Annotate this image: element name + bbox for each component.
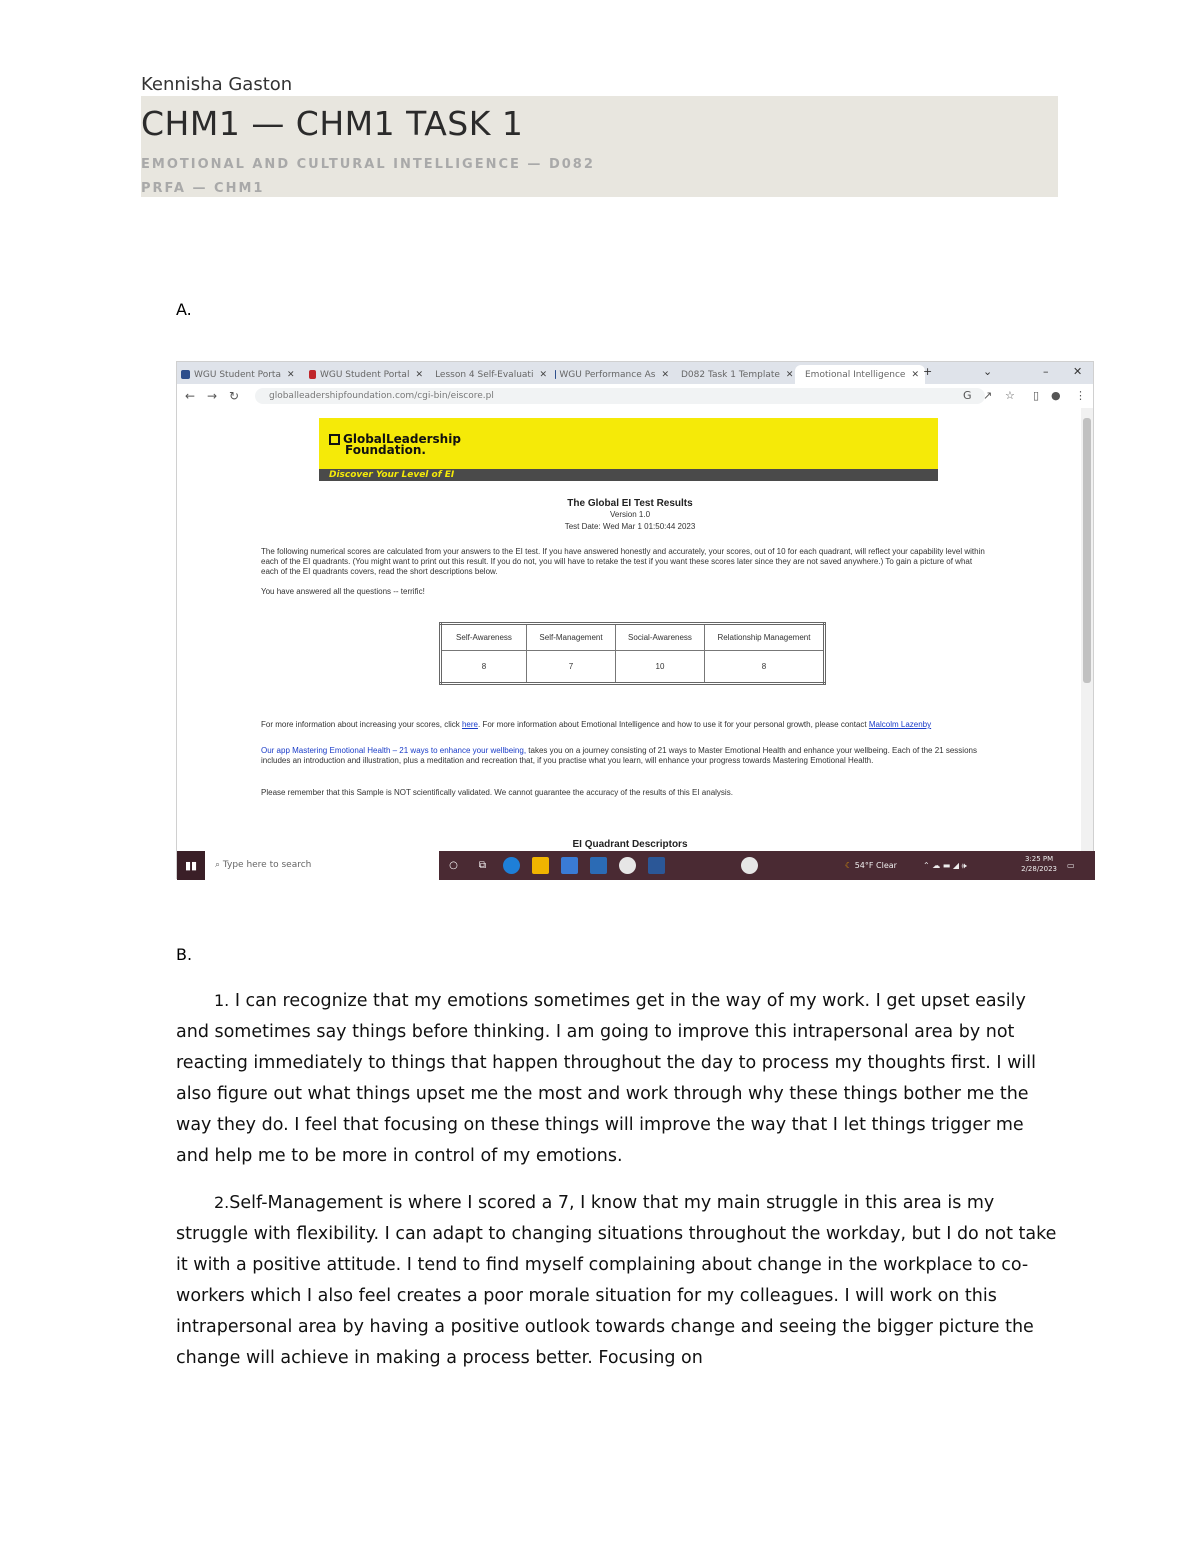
file-explorer-icon[interactable] <box>532 857 549 874</box>
score-table <box>439 622 826 685</box>
app-description: takes you on a journey consisting of 21 ways to Master Emotional Health and enhance your wellbeing. Each of the 21 sessions includes an introduction and illustration, plus a meditation and recreation that, if you practise what you learn, will enhance your progress towards Mastering Emotional Health. <box>261 746 977 765</box>
section-b-label: B. <box>176 945 193 964</box>
document-header <box>141 96 1058 197</box>
close-icon[interactable]: ✕ <box>785 369 794 380</box>
paragraph-text: Self-Management is where I scored a 7, I know that my main struggle in this area is my struggle with flexibility. I can adapt to changing situations throughout the workday, but I do not take it with a positive attitude. I tend to find myself complaining about change in the workplace to co-workers which I also feel creates a poor morale situation for my colleagues. I will work on this intrapersonal area by having a positive outlook towards change and seeing the bigger picture the change will achieve in making a process better. Focusing on <box>176 1193 1057 1368</box>
logo-line1: GlobalLeadership <box>343 432 461 446</box>
task-view-icon[interactable]: ⧉ <box>478 860 487 871</box>
disclaimer: Please remember that this Sample is NOT scientifically validated. We cannot guarantee the accuracy of the results of this EI analysis. <box>261 788 733 797</box>
word-icon[interactable] <box>648 857 665 874</box>
score-value: 8 <box>441 651 527 684</box>
score-value: 7 <box>527 651 616 684</box>
chrome-profile-icon[interactable] <box>741 857 758 874</box>
quadrant-descriptors-title: EI Quadrant Descriptors <box>572 839 688 850</box>
bookmark-star-icon[interactable]: ☆ <box>1005 389 1015 402</box>
forward-icon[interactable]: → <box>207 389 218 403</box>
taskbar-clock[interactable] <box>1021 854 1057 874</box>
author-name: Kennisha Gaston <box>141 74 293 95</box>
clock-date: 2/28/2023 <box>1021 865 1057 873</box>
taskbar-search-input[interactable] <box>205 851 439 880</box>
browser-tab-bar <box>177 362 1093 384</box>
more-info-paragraph <box>261 720 986 730</box>
logo-square-icon <box>329 434 340 445</box>
tab-favicon-icon <box>309 370 316 379</box>
more-info-text-2: . For more information about Emotional Intelligence and how to use it for your personal growth, please contact <box>477 720 869 729</box>
sidepanel-icon[interactable]: ▯ <box>1033 389 1040 402</box>
scrollbar-thumb[interactable] <box>1083 418 1091 683</box>
results-intro: The following numerical scores are calculated from your answers to the EI test. If you have answered honestly and accurately, your scores, out of 10 for each quadrant, will reflect your capability level within each of the EI quadrants. (You might want to print out this result. If you do not, you will have to retake the test if you want these scores later since they are not saved anywhere.) To gain a picture of what each of the EI quadrants covers, read the short descriptions below. <box>261 547 985 576</box>
notifications-icon[interactable]: ▭ <box>1067 861 1075 870</box>
store-icon[interactable] <box>561 857 578 874</box>
tab-label: WGU Performance As <box>559 369 656 380</box>
results-title: The Global EI Test Results <box>567 498 693 509</box>
paragraph-number: 1. <box>214 991 230 1010</box>
results-test-date: Test Date: Wed Mar 1 01:50:44 2023 <box>564 522 696 531</box>
glf-logo <box>329 434 461 456</box>
tab-label: D082 Task 1 Template <box>681 369 780 380</box>
edge-icon[interactable] <box>503 857 520 874</box>
app-paragraph <box>261 746 986 766</box>
taskbar-apps <box>439 851 764 880</box>
score-header: Relationship Management <box>705 624 825 651</box>
system-tray-icons[interactable]: ⌃ ☁ ▬ ◢ 🕪 <box>923 861 967 870</box>
window-close-icon[interactable]: ✕ <box>1073 365 1083 378</box>
windows-start-icon[interactable]: ▮▮ <box>177 851 205 880</box>
close-icon[interactable]: ✕ <box>286 369 295 380</box>
back-icon[interactable]: ← <box>185 389 196 403</box>
document-title: CHM1 — CHM1 TASK 1 <box>141 104 524 143</box>
browser-tab-active[interactable] <box>795 365 925 384</box>
glf-banner <box>319 418 938 469</box>
close-icon[interactable]: ✕ <box>415 369 423 380</box>
reload-icon[interactable]: ↻ <box>229 389 240 403</box>
close-icon[interactable]: ✕ <box>661 369 669 380</box>
paragraph-number: 2. <box>214 1193 230 1212</box>
embedded-screenshot <box>176 361 1094 879</box>
banner-tagline-strip <box>319 469 938 481</box>
more-info-text: For more information about increasing your scores, click <box>261 720 462 729</box>
cortana-icon[interactable]: ○ <box>449 860 458 871</box>
weather-widget[interactable] <box>845 851 897 880</box>
tab-label: Lesson 4 Self-Evaluati <box>435 369 534 380</box>
browser-tab[interactable] <box>181 365 299 384</box>
windows-taskbar <box>177 851 1095 880</box>
score-header: Social-Awareness <box>616 624 705 651</box>
web-page <box>177 408 1083 851</box>
browser-tab[interactable] <box>309 365 423 384</box>
task-code: PRFA — CHM1 <box>141 181 265 196</box>
weather-text: 54°F Clear <box>854 861 897 870</box>
score-value: 10 <box>616 651 705 684</box>
section-a-label: A. <box>176 300 192 319</box>
tab-label: WGU Student Porta <box>194 369 281 380</box>
logo-line2: Foundation. <box>345 443 426 457</box>
minimize-icon[interactable]: – <box>1043 365 1049 378</box>
close-icon[interactable]: ✕ <box>911 369 919 380</box>
score-value: 8 <box>705 651 825 684</box>
taskbar-search-placeholder: Type here to search <box>222 860 312 870</box>
search-icon: ⌕ <box>215 860 223 870</box>
close-icon[interactable]: ✕ <box>539 369 547 380</box>
answered-message: You have answered all the questions -- terrific! <box>261 587 425 596</box>
answer-paragraph-2 <box>176 1187 1061 1374</box>
contact-link[interactable]: Malcolm Lazenby <box>868 720 932 729</box>
menu-icon[interactable]: ⋮ <box>1075 389 1086 402</box>
results-version: Version 1.0 <box>609 510 651 519</box>
new-tab-icon[interactable]: + <box>923 365 933 378</box>
moon-icon: ☾ <box>845 861 855 870</box>
chrome-icon[interactable] <box>619 857 636 874</box>
answer-paragraph-1 <box>176 985 1061 1172</box>
app-link[interactable]: Our app Mastering Emotional Health – 21 ways to enhance your wellbeing, <box>261 746 527 755</box>
browser-tab[interactable] <box>431 365 547 384</box>
browser-tab[interactable] <box>555 365 669 384</box>
clock-time: 3:25 PM <box>1024 855 1054 863</box>
course-subtitle: EMOTIONAL AND CULTURAL INTELLIGENCE — D082 <box>141 157 595 172</box>
tab-favicon-icon <box>181 370 190 379</box>
score-header: Self-Awareness <box>441 624 527 651</box>
paragraph-text: I can recognize that my emotions sometimes get in the way of my work. I get upset easily and sometimes say things before thinking. I am going to improve this intrapersonal area by not reacting immediately to things that happen throughout the day to process my thoughts first. I will also figure out what things upset me the most and work through why these things bother me the way they do. I feel that focusing on these things will improve the way that I let things trigger me and help me to be more in control of my emotions. <box>176 991 1036 1166</box>
browser-tab[interactable] <box>677 365 794 384</box>
here-link[interactable]: here <box>461 720 478 729</box>
address-bar <box>177 384 1093 409</box>
mail-icon[interactable] <box>590 857 607 874</box>
tab-search-icon[interactable]: ⌄ <box>983 365 993 378</box>
tab-label: WGU Student Portal <box>319 369 410 380</box>
share-icon[interactable]: ↗ <box>983 389 993 402</box>
tab-label: Emotional Intelligence <box>805 369 906 380</box>
profile-icon[interactable]: ● <box>1051 389 1061 402</box>
url-input[interactable]: globalleadershipfoundation.com/cgi-bin/eiscore.pl <box>255 388 985 404</box>
banner-tagline: Discover Your Level of EI <box>329 470 455 480</box>
google-icon[interactable]: G <box>963 389 972 402</box>
score-header: Self-Management <box>527 624 616 651</box>
